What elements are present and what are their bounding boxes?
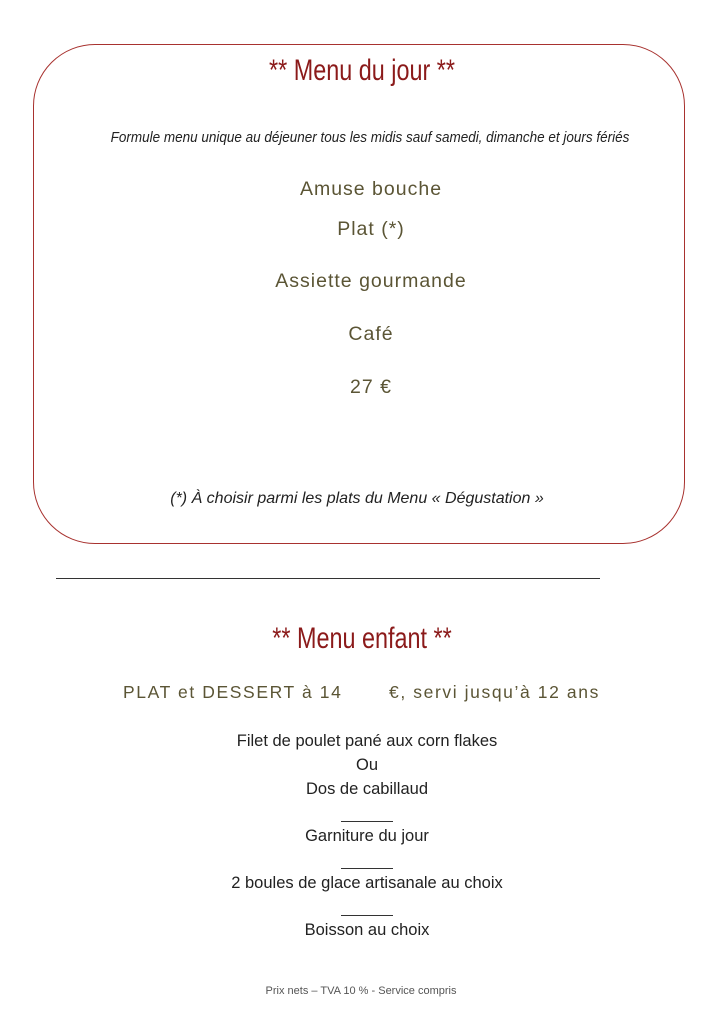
- menu-enfant-subtitle-part1: PLAT et DESSERT à 14: [123, 682, 343, 702]
- kids-line-glace: 2 boules de glace artisanale au choix: [231, 874, 503, 892]
- section-divider: [56, 578, 600, 579]
- price-footer: Prix nets – TVA 10 % - Service compris: [265, 985, 457, 997]
- kids-separator: [341, 868, 393, 869]
- menu-du-jour-intro: Formule menu unique au déjeuner tous les midis sauf samedi, dimanche et jours fériés: [110, 130, 630, 146]
- course-amuse-bouche: Amuse bouche: [299, 178, 443, 200]
- kids-line-ou: Ou: [355, 756, 378, 774]
- menu-du-jour-price: 27 €: [350, 376, 392, 398]
- kids-line-garniture: Garniture du jour: [305, 827, 429, 845]
- course-assiette-gourmande: Assiette gourmande: [275, 270, 467, 292]
- menu-du-jour-frame: [33, 44, 685, 544]
- menu-enfant-title: ** Menu enfant **: [272, 622, 452, 655]
- menu-enfant-subtitle-part2: €, servi jusqu’à 12 ans: [389, 682, 600, 702]
- kids-separator: [341, 821, 393, 822]
- menu-du-jour-title: ** Menu du jour **: [268, 54, 456, 87]
- menu-du-jour-note: (*) À choisir parmi les plats du Menu « Dégustation »: [170, 490, 544, 507]
- kids-line-boisson: Boisson au choix: [304, 921, 430, 939]
- kids-separator: [341, 915, 393, 916]
- kids-line-poulet: Filet de poulet pané aux corn flakes: [236, 732, 498, 750]
- course-plat: Plat (*): [337, 218, 405, 240]
- kids-line-cabillaud: Dos de cabillaud: [306, 780, 428, 798]
- course-cafe: Café: [348, 323, 394, 345]
